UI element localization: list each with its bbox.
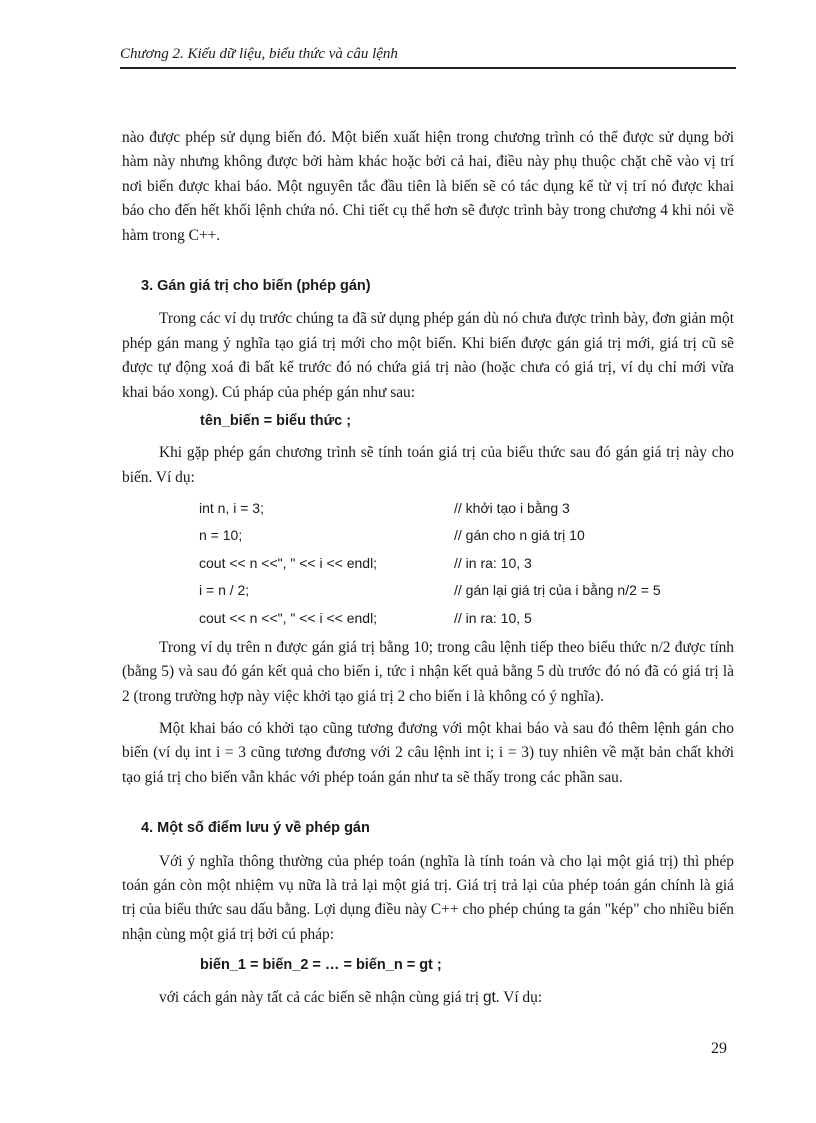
code-statement: int n, i = 3; [199, 499, 264, 516]
code-example-table [199, 494, 661, 632]
code-comment: // gán cho n giá trị 10 [454, 527, 585, 544]
intro-paragraph: nào được phép sử dụng biến đó. Một biến xuất hiện trong chương trình có thể được sử dụng bởi hàm này nhưng không được bởi hàm khác hoặc bởi cả hai, điều này phụ thuộc chặt chẽ vào vị trí nơi biến được khai báo. Một nguyên tắc đầu tiên là biến sẽ có tác dụng kể từ vị trí nó được khai báo cho đến hết khối lệnh chứa nó. Chi tiết cụ thể hơn sẽ được trình bày trong chương 4 khi nói về hàm trong C++. [122, 129, 734, 244]
section-4-text-before: với cách gán này tất cả các biến sẽ nhận cùng giá trị [159, 988, 483, 1006]
code-line [199, 604, 661, 632]
section-4-heading: 4. Một số điểm lưu ý về phép gán [141, 820, 370, 837]
section-3-heading: 3. Gán giá trị cho biến (phép gán) [141, 278, 371, 295]
section-3-paragraph-4: Một khai báo có khởi tạo cũng tương đương với một khai báo và sau đó thêm lệnh gán cho biến (ví dụ int i = 3 cũng tương đương với 2 câu lệnh int i; i = 3) tuy nhiên về mặt bản chất khởi tạo giá trị cho biến vẫn khác với phép toán gán như ta sẽ thấy trong các phần sau. [122, 720, 734, 786]
chained-assignment-syntax: biến_1 = biến_2 = … = biến_n = gt ; [200, 957, 442, 974]
section-4-paragraph-1: Với ý nghĩa thông thường của phép toán (nghĩa là tính toán và cho lại một giá trị) thì phép toán gán còn một nhiệm vụ nữa là trả lại một giá trị. Giá trị trả lại của phép toán gán chính là giá trị của biểu thức sau dấu bằng. Lợi dụng điều này C++ cho phép chúng ta gán "kép" cho nhiều biến nhận cùng một giá trị bởi cú pháp: [122, 852, 734, 943]
section-4-paragraph-2 [122, 986, 734, 1010]
code-statement: n = 10; [199, 527, 243, 544]
section-3-paragraph-2: Khi gặp phép gán chương trình sẽ tính toán giá trị của biểu thức sau đó gán giá trị này cho biến. Ví dụ: [122, 444, 734, 486]
code-comment: // in ra: 10, 3 [454, 554, 532, 571]
code-line [199, 577, 661, 605]
code-line [199, 494, 661, 522]
code-line [199, 522, 661, 550]
code-comment: // gán lại giá trị của i bằng n/2 = 5 [454, 582, 661, 599]
section-4-text-after: . Ví dụ: [495, 988, 543, 1006]
code-statement: cout << n <<", " << i << endl; [199, 609, 378, 626]
page-number: 29 [711, 1040, 727, 1057]
section-3-paragraph-1: Trong các ví dụ trước chúng ta đã sử dụng phép gán dù nó chưa được trình bày, đơn giản một phép gán mang ý nghĩa tạo giá trị mới cho một biến. Khi biến được gán giá trị mới, giá trị cũ sẽ được tự động xoá đi bất kể trước đó nó chứa giá trị nào (hoặc chưa có giá trị, ví dụ chỉ mới vừa khai báo xong). Cú pháp của phép gán như sau: [122, 310, 734, 401]
code-comment: // khởi tạo i bằng 3 [454, 499, 570, 516]
code-statement: cout << n <<", " << i << endl; [199, 554, 378, 571]
code-statement: i = n / 2; [199, 582, 250, 599]
code-comment: // in ra: 10, 5 [454, 609, 532, 626]
section-3-paragraph-3: Trong ví dụ trên n được gán giá trị bằng 10; trong câu lệnh tiếp theo biểu thức n/2 được tính (bằng 5) và sau đó gán kết quả cho biến i, tức i nhận kết quả bằng 5 dù trước đó nó đã có giá trị là 2 (trong trường hợp này việc khởi tạo giá trị 2 cho biến i là không có ý nghĩa). [122, 638, 734, 705]
gt-term: gt [482, 988, 496, 1006]
chapter-header: Chương 2. Kiểu dữ liệu, biểu thức và câu lệnh [120, 46, 736, 69]
page-body [122, 126, 734, 1010]
code-line [199, 549, 661, 577]
assignment-syntax: tên_biến = biểu thức ; [200, 413, 352, 430]
